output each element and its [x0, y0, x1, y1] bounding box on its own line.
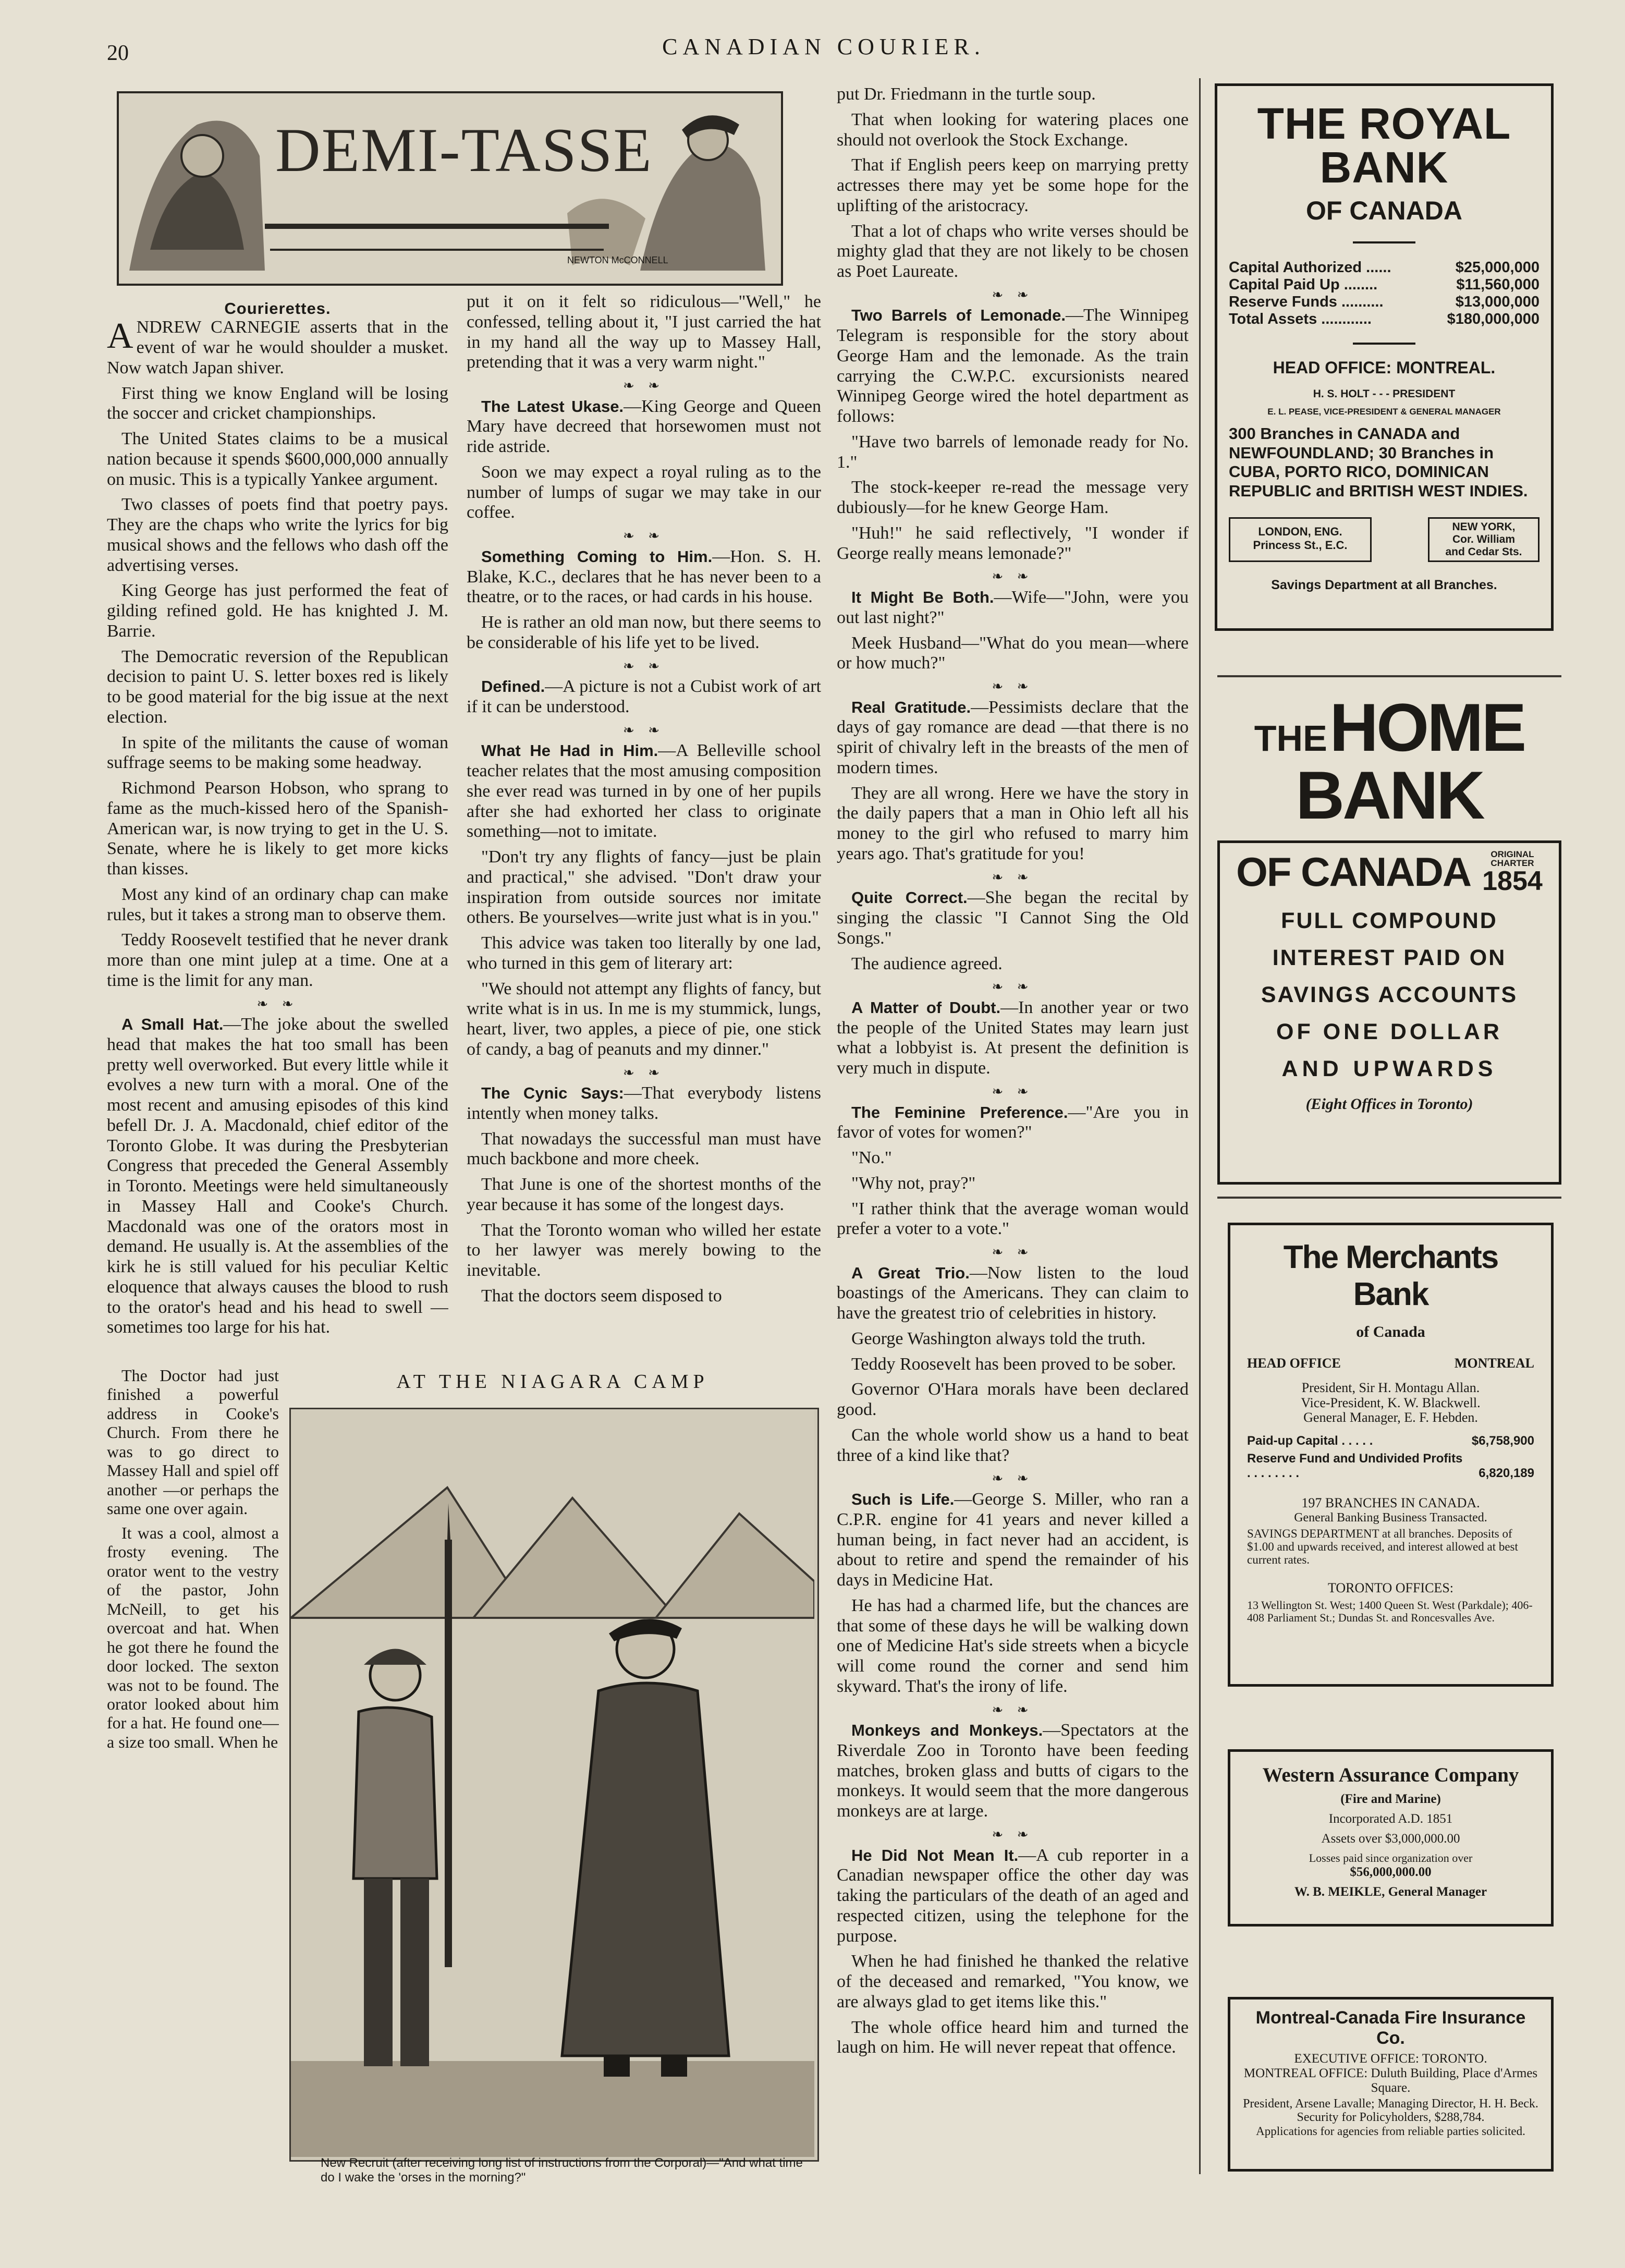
figure-title: AT THE NIAGARA CAMP	[396, 1371, 709, 1393]
ad-general: General Banking Business Transacted.	[1294, 1510, 1487, 1525]
paragraph: King George has just performed the feat of gilding refined gold. He has knighted J. M. Barrie.	[107, 581, 448, 641]
figure-caption: New Recruit (after receiving long list of instructions from the Corporal)—"And what time do I wake the 'orses in the morning?"	[321, 2156, 803, 2185]
paragraph: Meek Husband—"What do you mean—where or how much?"	[837, 633, 1189, 673]
paragraph: —"Are you in favor of votes for women?"	[837, 1102, 1189, 1142]
ad-president: President, Arsene Lavalle; Managing Director, H. H. Beck.	[1243, 2097, 1538, 2111]
ad-montreal-office: MONTREAL OFFICE: Duluth Building, Place d'Armes Square.	[1243, 2066, 1538, 2095]
ad-subtitle: OF CANADA	[1236, 849, 1471, 895]
paragraph: He is rather an old man now, but there seems to be considerable of his life yet to be lived.	[467, 613, 821, 652]
ad-assets: Assets over $3,000,000.00	[1321, 1832, 1460, 1846]
paragraph: Teddy Roosevelt testified that he never drank more than one mint julep at a time. One at a time is the limit for any man.	[107, 930, 448, 990]
paragraph: "I rather think that the average woman would prefer a voter to a vote."	[837, 1199, 1189, 1239]
merchants-bank-ad	[1228, 1223, 1554, 1687]
item-heading: Quite Correct.	[851, 888, 968, 907]
ad-row-value: $11,560,000	[1456, 276, 1540, 293]
ad-security: Security for Policyholders, $288,784.	[1297, 2111, 1485, 2125]
paragraph: "No."	[851, 1148, 892, 1167]
section-ornament: ❧ ❧	[622, 722, 665, 738]
ad-title: Montreal-Canada Fire Insurance Co.	[1255, 2008, 1526, 2048]
item-heading: Such is Life.	[851, 1490, 955, 1508]
item-heading: A Small Hat.	[121, 1015, 224, 1034]
ad-row-label: Total Assets ............	[1229, 311, 1372, 327]
ad-row-value: $180,000,000	[1447, 311, 1540, 327]
paragraph: —In another year or two the people of the United States may learn just what a lobbyist is. At present the definition is very much in dispute.	[837, 997, 1189, 1078]
ad-separator	[1217, 675, 1561, 677]
section-ornament: ❧ ❧	[992, 1245, 1034, 1260]
ad-row-label: Reserve Funds ..........	[1229, 294, 1384, 310]
paragraph: —King George and Queen Mary have decreed that horsewomen must not ride astride.	[467, 396, 821, 457]
ad-row-label: Capital Paid Up ........	[1229, 276, 1378, 293]
paragraph: Most any kind of an ordinary chap can make rules, but it takes a strong man to observe them.	[107, 884, 448, 924]
paragraph: —A picture is not a Cubist work of art if it can be understood.	[467, 677, 821, 716]
ad-manager: W. B. MEIKLE, General Manager	[1294, 1885, 1487, 1899]
item-heading: He Did Not Mean It.	[851, 1846, 1019, 1864]
ad-incorporated: Incorporated A.D. 1851	[1328, 1812, 1453, 1826]
ad-officer: Vice-President, K. W. Blackwell.	[1301, 1395, 1481, 1410]
ad-offices: (Eight Offices in Toronto)	[1305, 1095, 1473, 1113]
section-ornament: ❧ ❧	[992, 979, 1034, 995]
cartoon-figure	[289, 1408, 819, 2162]
section-ornament: ❧ ❧	[992, 569, 1034, 584]
ad-subtitle: OF CANADA	[1306, 196, 1462, 225]
ad-divider	[1353, 343, 1415, 345]
ad-title: The Merchants Bank	[1283, 1239, 1498, 1312]
running-head: CANADIAN COURIER.	[662, 34, 985, 59]
ad-officer: General Manager, E. F. Hebden.	[1303, 1410, 1478, 1425]
ad-toronto-heading: TORONTO OFFICES:	[1327, 1580, 1454, 1595]
courierettes-heading: Courierettes.	[224, 299, 331, 318]
ad-separator	[1217, 1197, 1561, 1199]
ad-manager: E. L. PEASE, VICE-PRESIDENT & GENERAL MANAGER	[1267, 407, 1501, 417]
section-ornament: ❧ ❧	[992, 1471, 1034, 1486]
paragraph: He has had a charmed life, but the chances are that some of these days he will be walking down one of Medicine Hat's side streets when a bicycle will come round the corner and send him skyward. That's the irony of life.	[837, 1595, 1189, 1696]
column-3	[837, 84, 1189, 2180]
paragraph: That if English peers keep on marrying pretty actresses there may yet be some hope for the uplifting of the aristocracy.	[837, 155, 1189, 215]
paragraph: —Hon. S. H. Blake, K.C., declares that he has never been to a theatre, or to the races, or had cards in his house.	[467, 546, 821, 607]
ad-divider	[1353, 241, 1415, 243]
item-heading: Real Gratitude.	[851, 698, 971, 716]
paragraph: In spite of the militants the cause of woman suffrage seems to be making some headway.	[107, 733, 448, 773]
paragraph: This advice was taken too literally by one lad, who turned in this gem of literary art:	[467, 933, 821, 973]
paragraph: NDREW CARNEGIE asserts that in the event of war he would shoulder a musket. Now watch Japan shiver.	[107, 318, 448, 377]
ad-title-the: THE	[1254, 718, 1327, 759]
paragraph: The audience agreed.	[851, 954, 1003, 973]
ad-line: FULL COMPOUND	[1281, 908, 1498, 933]
ad-ny-line2: Cor. William	[1452, 533, 1515, 546]
ad-losses-value: $56,000,000.00	[1350, 1865, 1432, 1879]
ad-savings: Savings Department at all Branches.	[1271, 578, 1497, 593]
item-heading: A Matter of Doubt.	[851, 998, 1001, 1017]
ad-head-office-label: HEAD OFFICE	[1247, 1356, 1341, 1371]
paragraph: That when looking for watering places one should not overlook the Stock Exchange.	[837, 109, 1189, 150]
paragraph: —That everybody listens intently when money talks.	[467, 1083, 821, 1123]
royal-bank-ad	[1215, 83, 1554, 631]
paragraph: —The joke about the swelled head that makes the hat too small has been pretty well overworked. But every little while it evolves a new turn with a moral. One of the most recent and amusing episodes of this kind befell Dr. J. A. Macdonald, chief editor of the Toronto Globe. It was during the Presbyterian Congress that preceded the General Assembly in Toronto. Meetings were held simultaneously in Massey Hall and Cooke's Church. Macdonald was one of the orators most in demand. He usually is. At the assemblies of the kirk he is still valued for his peculiar Keltic eloquence that always causes the blood to rush to the orator's head and his head to swell —sometimes too large for his hat.	[107, 1015, 448, 1337]
ad-subtitle: of Canada	[1356, 1323, 1425, 1340]
ad-line: AND UPWARDS	[1281, 1056, 1497, 1081]
ad-charter-1: ORIGINAL	[1490, 849, 1534, 859]
section-ornament: ❧ ❧	[992, 679, 1034, 694]
paragraph: The stock-keeper re-read the message very dubiously—for he knew George Ham.	[837, 478, 1189, 518]
ad-title: Western Assurance Company	[1262, 1764, 1519, 1786]
paragraph: —The Winnipeg Telegram is responsible for the story about George Ham and the lemonade. As the train carrying the C.W.P.C. excursionists neared Winnipeg George wired the hotel department as follows:	[837, 306, 1189, 426]
ad-president: H. S. HOLT - - - PRESIDENT	[1313, 388, 1456, 400]
item-heading: A Great Trio.	[851, 1263, 970, 1282]
paragraph: —Pessimists declare that the days of gay romance are dead —that there is no spirit of chivalry left in the breasts of the men of modern times.	[837, 697, 1189, 777]
ad-year: 1854	[1482, 865, 1543, 896]
section-ornament: ❧ ❧	[992, 1702, 1034, 1717]
section-ornament: ❧ ❧	[622, 658, 665, 674]
ad-head-office-city: MONTREAL	[1454, 1356, 1534, 1371]
paragraph: The whole office heard him and turned the laugh on him. He will never repeat that offence.	[837, 2017, 1189, 2057]
ad-london-box	[1229, 517, 1372, 562]
banner-title: DEMI-TASSE	[275, 115, 653, 185]
ad-applications: Applications for agencies from reliable parties solicited.	[1256, 2124, 1525, 2138]
item-heading: The Feminine Preference.	[851, 1103, 1068, 1121]
demi-tasse-banner	[117, 91, 783, 286]
column-1	[107, 292, 448, 1366]
paragraph: —Wife—"John, were you out last night?"	[837, 588, 1189, 627]
ad-line: OF ONE DOLLAR	[1276, 1019, 1502, 1044]
section-ornament: ❧ ❧	[622, 1065, 665, 1080]
ad-row-value: $25,000,000	[1455, 259, 1540, 276]
paragraph: That the doctors seem disposed to	[481, 1286, 722, 1306]
paragraph: —She began the recital by singing the classic "I Cannot Sing the Old Songs."	[837, 888, 1189, 948]
paragraph: The Democratic reversion of the Republican decision to paint U. S. letter boxes red is likely to be good material for the big issue at the next election.	[107, 647, 448, 727]
ad-line: INTEREST PAID ON	[1272, 945, 1507, 970]
paragraph: The Doctor had just finished a powerful address in Cooke's Church. From there he was to go direct to Massey Hall and spiel off another —or perhaps the same one over again.	[107, 1366, 279, 1518]
item-heading: Something Coming to Him.	[481, 547, 713, 566]
paragraph: —Now listen to the loud boastings of the Americans. They can claim to have the greatest trio of celebrities in history.	[837, 1263, 1189, 1323]
paragraph: That nowadays the successful man must have much backbone and more cheek.	[467, 1129, 821, 1169]
ad-row-label: Capital Authorized ......	[1229, 259, 1391, 276]
section-ornament: ❧ ❧	[992, 1826, 1034, 1842]
paragraph: —Spectators at the Riverdale Zoo in Toronto have been feeding matches, broken glass and butts of cigars to the monkeys. It would seem that the more dangerous monkeys are at large.	[837, 1721, 1189, 1821]
paragraph: It was a cool, almost a frosty evening. The orator went to the vestry of the pastor, John McNeill, to get his overcoat and hat. When he got there he found the door locked. The sexton was not to be found. The orator looked about him for a hat. He found one—a size too small. When he	[107, 1523, 279, 1751]
section-ornament: ❧ ❧	[622, 378, 665, 393]
section-ornament: ❧ ❧	[992, 1083, 1034, 1099]
item-heading: Monkeys and Monkeys.	[851, 1721, 1043, 1740]
ad-ny-line1: NEW YORK,	[1452, 521, 1516, 533]
paragraph: Can the whole world show us a hand to beat three of a kind like that?	[837, 1425, 1189, 1465]
ad-branches: 197 BRANCHES IN CANADA.	[1301, 1495, 1480, 1510]
page-number: 20	[107, 41, 129, 65]
paragraph: "We should not attempt any flights of fancy, but write what is in us. In me is my stummick, lungs, heart, liver, two apples, a piece of pie, one stick of candy, a bag of peanuts and my dinner."	[467, 979, 821, 1059]
item-heading: It Might Be Both.	[851, 588, 994, 606]
ad-charter-2: CHARTER	[1490, 858, 1534, 868]
ad-branches: 300 Branches in CANADA and NEWFOUNDLAND; 30 Branches in CUBA, PORTO RICO, DOMINICAN REPUBLIC and BRITISH WEST INDIES.	[1229, 424, 1528, 500]
section-ornament: ❧ ❧	[622, 528, 665, 544]
paragraph: "Huh!" he said reflectively, "I wonder if George really means lemonade?"	[837, 523, 1189, 563]
ad-row-label: Reserve Fund and Undivided Profits . . . . . . . .	[1247, 1451, 1463, 1480]
banner-signature: NEWTON McCONNELL	[567, 255, 668, 265]
paragraph: The United States claims to be a musical nation because it spends $600,000,000 annually on music. This is a typically Yankee argument.	[107, 429, 448, 489]
paragraph: When he had finished he thanked the relative of the deceased and remarked, "You know, we are always glad to get items like this."	[837, 1952, 1189, 2011]
cartoon-illustration	[291, 1409, 814, 2157]
montreal-canada-fire-ad	[1228, 1997, 1554, 2172]
column-1-narrow	[107, 1366, 279, 2179]
column-rule	[1199, 78, 1201, 2174]
section-ornament: ❧ ❧	[992, 869, 1034, 885]
ad-exec-office: EXECUTIVE OFFICE: TORONTO.	[1294, 2052, 1487, 2066]
paragraph: That June is one of the shortest months of the year because it has some of the longest days.	[467, 1175, 821, 1214]
ad-subtitle: (Fire and Marine)	[1340, 1792, 1441, 1806]
ad-losses: Losses paid since organization over	[1309, 1851, 1473, 1864]
paragraph: They are all wrong. Here we have the story in the daily papers that a man in Ohio left all his money to the girl who refused to marry him years ago. That's gratitude for you!	[837, 783, 1189, 863]
ad-london-line1: LONDON, ENG.	[1258, 525, 1342, 539]
paragraph: put it on it felt so ridiculous—"Well," he confessed, telling about it, "I just carried the hat in my hand all the way up to Massey Hall, pretending that it was a very warm night."	[467, 292, 821, 372]
ad-title: HOME BANK	[1296, 689, 1525, 833]
paragraph: —A Belleville school teacher relates that the most amusing composition she ever read was turned in by one of her pupils after she had exhorted her class to originate something—not to imitate.	[467, 741, 821, 842]
paragraph: —George S. Miller, who ran a C.P.R. engine for 41 years and never killed a human being, in fact never had an accident, is about to retire and spend the remainder of his days in Medicine Hat.	[837, 1490, 1189, 1590]
paragraph: —A cub reporter in a Canadian newspaper office the other day was taking the particulars of the death of an aged and respected citizen, using the telephone for the purpose.	[837, 1845, 1189, 1946]
paragraph: "Why not, pray?"	[851, 1173, 976, 1193]
ad-title: THE ROYAL BANK	[1257, 99, 1511, 192]
item-heading: Defined.	[481, 677, 545, 696]
ad-head-office: HEAD OFFICE: MONTREAL.	[1273, 358, 1496, 377]
ad-ny-line3: and Cedar Sts.	[1445, 546, 1522, 558]
ad-row-value: 6,820,189	[1479, 1466, 1534, 1480]
ad-row-value: $6,758,900	[1471, 1433, 1534, 1448]
item-heading: What He Had in Him.	[481, 741, 658, 760]
paragraph: Richmond Pearson Hobson, who sprang to fame as the much-kissed hero of the Spanish-American war, is now trying to get in the U. S. Senate, where he is likely to get more kicks than kisses.	[107, 778, 448, 879]
ad-london-line2: Princess St., E.C.	[1253, 539, 1348, 552]
item-heading: Two Barrels of Lemonade.	[851, 306, 1066, 325]
western-assurance-ad	[1228, 1749, 1554, 1926]
ad-addresses: 13 Wellington St. West; 1400 Queen St. West (Parkdale); 406-408 Parliament St.; Dundas St. and Roncesvalles Ave.	[1247, 1598, 1533, 1624]
item-heading: The Latest Ukase.	[481, 397, 624, 416]
section-ornament: ❧ ❧	[256, 996, 299, 1011]
paragraph: Two classes of poets find that poetry pays. They are the chaps who write the lyrics for big musical shows and the fellows who dash off the advertising verses.	[107, 495, 448, 575]
ad-row-label: Paid-up Capital . . . . .	[1247, 1433, 1373, 1448]
column-2	[467, 292, 821, 1361]
ad-row-value: $13,000,000	[1455, 294, 1540, 310]
home-bank-ad	[1217, 689, 1561, 1163]
drop-cap: A	[107, 316, 133, 357]
ad-officer: President, Sir H. Montagu Allan.	[1301, 1380, 1480, 1395]
home-bank-box	[1217, 840, 1561, 1185]
paragraph: Soon we may expect a royal ruling as to the number of lumps of sugar we may take in our coffee.	[467, 462, 821, 522]
paragraph: That the Toronto woman who willed her estate to her lawyer was merely bowing to the inevitable.	[467, 1220, 821, 1281]
section-ornament: ❧ ❧	[992, 287, 1034, 302]
paragraph: put Dr. Friedmann in the turtle soup.	[837, 84, 1096, 104]
paragraph: Governor O'Hara morals have been declared good.	[837, 1380, 1189, 1420]
ad-savings: SAVINGS DEPARTMENT at all branches. Deposits of $1.00 and upwards received, and interest allowed at best current rates.	[1247, 1527, 1518, 1567]
paragraph: George Washington always told the truth.	[851, 1328, 1146, 1348]
paragraph: First thing we know England will be losing the soccer and cricket championships.	[107, 383, 448, 423]
ad-newyork-box	[1428, 517, 1540, 562]
paragraph: "Have two barrels of lemonade ready for No. 1."	[837, 432, 1189, 472]
paragraph: Teddy Roosevelt has been proved to be sober.	[851, 1354, 1176, 1374]
ad-line: SAVINGS ACCOUNTS	[1261, 982, 1518, 1007]
item-heading: The Cynic Says:	[481, 1084, 624, 1103]
paragraph: That a lot of chaps who write verses should be mighty glad that they are not likely to be chosen as Poet Laureate.	[837, 221, 1189, 281]
paragraph: "Don't try any flights of fancy—just be plain and practical," she advised. "Don't draw your inspiration from outside sources nor imitate others. Be yourselves—write just what is in you."	[467, 847, 821, 928]
